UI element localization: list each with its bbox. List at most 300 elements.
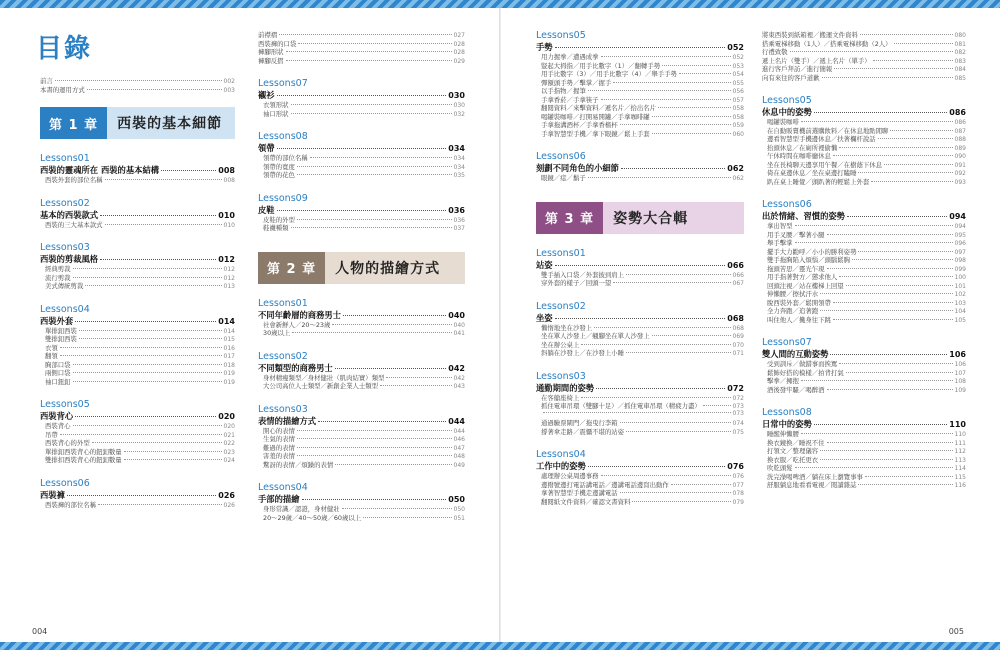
toc-entry[interactable]	[767, 117, 966, 126]
toc-entry[interactable]	[263, 513, 465, 522]
dot-leader	[814, 424, 948, 425]
lesson-label: Lessons02	[536, 300, 586, 312]
entry-title: 處理辦公桌周邊事務	[541, 472, 599, 480]
entry-page: 085	[954, 74, 966, 81]
lesson-heading[interactable]	[258, 493, 465, 504]
toc-entry[interactable]	[541, 427, 744, 436]
toc-entry[interactable]	[40, 85, 235, 94]
entry-page: 103	[954, 299, 966, 306]
lesson-heading[interactable]	[536, 460, 744, 471]
toc-entry[interactable]	[767, 463, 966, 472]
column-4	[762, 30, 966, 489]
entry-title: 脫西裝外套／鬆開領帶	[767, 298, 831, 306]
entry-title: 害羞的表情	[263, 452, 295, 460]
lesson-label: Lessons03	[40, 242, 90, 253]
entry-title: 懶惰地坐在沙發上	[541, 323, 593, 331]
entry-page: 116	[954, 482, 966, 489]
lesson-block	[762, 95, 966, 185]
dot-leader	[865, 476, 953, 477]
toc-entry[interactable]	[541, 497, 744, 506]
toc-entry[interactable]	[767, 446, 966, 455]
toc-entry[interactable]	[45, 421, 235, 430]
dot-leader	[291, 113, 452, 114]
toc-entry[interactable]	[45, 351, 235, 360]
entry-title: 鬆飾好搭的模樣／拍背打氣	[767, 368, 844, 376]
entry-title: 拿著智慧型手機走邊講電話	[541, 489, 618, 497]
toc-entry[interactable]	[263, 153, 465, 162]
lesson-items	[536, 173, 744, 182]
entry-title: 用力握拳／遭遇成拳	[541, 53, 599, 61]
lesson-heading[interactable]	[536, 41, 744, 52]
toc-entry[interactable]	[45, 447, 235, 456]
toc-entry[interactable]	[258, 56, 465, 65]
chapter-2-header[interactable]	[258, 252, 465, 284]
lesson-heading[interactable]	[258, 89, 465, 100]
toc-entry[interactable]	[767, 160, 966, 169]
toc-entry[interactable]	[767, 272, 966, 281]
entry-title: 用手比數字（3）／用手比數字（4）／舉手手勢	[541, 70, 677, 78]
lesson-label: Lessons07	[258, 78, 308, 89]
toc-entry[interactable]	[767, 315, 966, 324]
chapter-number: 第 2 章	[258, 252, 325, 284]
chapter-3-lessons	[536, 248, 744, 506]
dot-leader	[827, 442, 953, 443]
lesson-items	[40, 326, 235, 386]
entry-title: 雙手拖胸陷入煩惱／頭腦鬆胸	[767, 256, 851, 264]
toc-entry[interactable]	[767, 177, 966, 186]
toc-entry[interactable]	[263, 215, 465, 224]
entry-title: 單排釦西裝背心的鈕釦數量	[45, 447, 122, 455]
toc-entry[interactable]	[263, 434, 465, 443]
toc-entry[interactable]	[767, 438, 966, 447]
toc-entry[interactable]	[767, 281, 966, 290]
toc-entry[interactable]	[541, 129, 744, 138]
lesson-heading[interactable]	[536, 259, 744, 270]
toc-entry[interactable]	[767, 359, 966, 368]
entry-page: 084	[954, 66, 966, 73]
lesson-label: Lessons04	[536, 449, 586, 460]
dot-leader	[820, 310, 952, 311]
entry-title: 打領文／整理儀容	[767, 447, 819, 455]
entry-page: 019	[223, 378, 235, 385]
toc-entry[interactable]	[541, 95, 744, 104]
dot-leader	[335, 368, 447, 369]
toc-entry[interactable]	[541, 323, 744, 332]
toc-entry[interactable]	[767, 306, 966, 315]
dot-leader	[297, 430, 452, 431]
dot-leader	[310, 157, 452, 158]
dot-leader	[161, 170, 216, 171]
toc-entry[interactable]	[45, 430, 235, 439]
lesson-heading[interactable]	[40, 315, 235, 326]
toc-entry[interactable]	[45, 281, 235, 290]
lesson-block	[40, 153, 235, 184]
toc-entry[interactable]	[258, 30, 465, 39]
entry-page: 096	[954, 240, 966, 247]
toc-entry[interactable]	[767, 168, 966, 177]
toc-entry[interactable]	[767, 221, 966, 230]
toc-entry[interactable]	[541, 270, 744, 279]
dot-leader	[795, 467, 953, 468]
dot-leader	[894, 43, 953, 44]
toc-entry[interactable]	[541, 410, 744, 419]
toc-entry[interactable]	[541, 103, 744, 112]
lesson-heading[interactable]	[258, 362, 465, 373]
dot-leader	[297, 166, 452, 167]
dot-leader	[286, 51, 452, 52]
lesson-block	[762, 407, 966, 489]
toc-entry[interactable]	[263, 328, 465, 337]
toc-entry[interactable]	[541, 331, 744, 340]
entry-page: 091	[954, 161, 966, 168]
toc-entry[interactable]	[263, 381, 465, 390]
lesson-items	[40, 175, 235, 184]
lesson-heading[interactable]	[536, 312, 744, 323]
toc-entry[interactable]	[263, 373, 465, 382]
entry-page: 016	[223, 344, 235, 351]
toc-entry[interactable]	[767, 238, 966, 247]
top-decorative-stripe	[0, 0, 1000, 8]
dot-leader	[555, 47, 726, 48]
entry-page: 030	[453, 102, 465, 109]
toc-entry[interactable]	[541, 78, 744, 87]
entry-page: 098	[954, 257, 966, 264]
toc-entry[interactable]	[263, 451, 465, 460]
toc-entry[interactable]	[263, 504, 465, 513]
entry-title: 穿外套的樣子／回頭一望	[541, 279, 612, 287]
toc-entry[interactable]	[762, 73, 966, 82]
toc-entry[interactable]	[767, 472, 966, 481]
toc-entry[interactable]	[263, 426, 465, 435]
chapter-number: 第 3 章	[536, 202, 603, 234]
toc-entry[interactable]	[263, 223, 465, 232]
lesson-heading[interactable]	[536, 382, 744, 393]
entry-title: 伸懶腰／擦拭汗水	[767, 290, 819, 298]
dot-leader	[790, 51, 953, 52]
dot-leader	[820, 459, 952, 460]
dot-leader	[73, 364, 222, 365]
entry-title: 雙排扣西裝背心的鈕釦數量	[45, 456, 122, 464]
toc-entry[interactable]	[767, 134, 966, 143]
lesson-block	[40, 478, 235, 509]
lesson-label: Lessons09	[258, 192, 308, 204]
entry-page: 017	[223, 353, 235, 360]
dot-leader	[332, 324, 451, 325]
toc-entry[interactable]	[541, 488, 744, 497]
lesson-heading[interactable]	[40, 164, 235, 175]
entry-page: 088	[954, 136, 966, 143]
lesson-title: 雙人間的互動姿勢	[762, 349, 829, 359]
dot-leader	[55, 80, 222, 81]
toc-entry[interactable]	[258, 39, 465, 48]
entry-title: 手拿拖溝酒杯／手拿香檳杯	[541, 121, 618, 129]
toc-entry[interactable]	[541, 418, 744, 427]
entry-title: 邊撥號邊打電話講電話／邊講電話邊寫出動作	[541, 480, 669, 488]
lesson-items	[40, 264, 235, 290]
entry-page: 083	[954, 57, 966, 64]
toc-entry[interactable]	[541, 112, 744, 121]
entry-page: 086	[954, 119, 966, 126]
entry-page: 060	[732, 130, 744, 137]
entry-page: 111	[954, 439, 966, 446]
toc-entry[interactable]	[541, 69, 744, 78]
lesson-page: 052	[727, 43, 744, 52]
lesson-heading[interactable]	[40, 410, 235, 421]
entry-page: 046	[453, 436, 465, 443]
lesson-page: 068	[727, 313, 744, 323]
entry-page: 108	[954, 378, 966, 385]
entry-title: 衣領	[45, 343, 58, 351]
lesson-heading[interactable]	[40, 209, 235, 220]
toc-entry[interactable]	[541, 480, 744, 489]
toc-entry[interactable]	[767, 151, 966, 160]
toc-entry[interactable]	[541, 340, 744, 349]
dot-leader	[601, 99, 731, 100]
lesson-heading[interactable]	[762, 210, 966, 221]
lesson-title: 手勢	[536, 42, 553, 52]
toc-entry[interactable]	[45, 334, 235, 343]
lesson-heading[interactable]	[258, 204, 465, 215]
toc-entry[interactable]	[767, 255, 966, 264]
lesson-items	[762, 117, 966, 185]
dot-leader	[279, 34, 451, 35]
lesson-title: 西裝背心	[40, 411, 74, 421]
entry-title: 酒後發牢騷／喝醉酒	[767, 385, 825, 393]
entry-page: 101	[954, 282, 966, 289]
chapter-3-lessons-continued	[762, 95, 966, 489]
entry-title: 坐在單人沙發上／翹腳坐在單人沙發上	[541, 332, 650, 340]
entry-page: 095	[954, 231, 966, 238]
lesson-heading[interactable]	[40, 253, 235, 264]
entry-title: 進行客戶拜訪／進行簡報	[762, 65, 833, 73]
dot-leader	[277, 148, 447, 149]
toc-entry[interactable]	[45, 377, 235, 386]
toc-entry[interactable]	[767, 264, 966, 273]
entry-title: 褲腳反摺	[258, 56, 284, 64]
lesson-heading[interactable]	[762, 418, 966, 429]
lesson-page: 026	[218, 490, 235, 500]
toc-entry[interactable]	[263, 460, 465, 469]
dot-leader	[380, 385, 452, 386]
dot-leader	[318, 421, 446, 422]
entry-page: 110	[954, 431, 966, 438]
lesson-block	[536, 301, 744, 357]
toc-entry[interactable]	[767, 455, 966, 464]
dot-leader	[833, 155, 953, 156]
toc-entry[interactable]	[767, 429, 966, 438]
lesson-label: Lessons08	[258, 131, 308, 142]
dot-leader	[847, 216, 947, 217]
dot-leader	[67, 495, 216, 496]
toc-entry[interactable]	[45, 368, 235, 377]
dot-leader	[73, 381, 222, 382]
toc-entry[interactable]	[263, 100, 465, 109]
dot-leader	[852, 259, 952, 260]
entry-title: 向有來往的客戶道歉	[762, 73, 820, 81]
dot-leader	[846, 285, 953, 286]
toc-entry[interactable]	[45, 438, 235, 447]
dot-leader	[814, 112, 948, 113]
dot-leader	[890, 130, 952, 131]
toc-entry[interactable]	[767, 143, 966, 152]
toc-entry[interactable]	[762, 39, 966, 48]
dot-leader	[858, 484, 952, 485]
dot-leader	[298, 43, 451, 44]
toc-entry[interactable]	[45, 175, 235, 184]
toc-entry[interactable]	[45, 500, 235, 509]
entry-page: 034	[453, 155, 465, 162]
lesson-title: 表情的描繪方式	[258, 415, 317, 426]
toc-entry[interactable]	[767, 289, 966, 298]
toc-entry[interactable]	[767, 247, 966, 256]
toc-entry[interactable]	[541, 348, 744, 357]
toc-entry[interactable]	[767, 480, 966, 489]
entry-page: 055	[732, 79, 744, 86]
lesson-block	[536, 151, 744, 182]
toc-entry[interactable]	[762, 56, 966, 65]
chapter-1-lessons	[40, 153, 235, 508]
entry-page: 021	[223, 431, 235, 438]
dot-leader	[671, 484, 731, 485]
entry-title: 皮鞋的外型	[263, 215, 295, 223]
entry-page: 010	[223, 221, 235, 228]
toc-entry[interactable]	[541, 471, 744, 480]
lesson-label: Lessons01	[258, 297, 308, 309]
entry-title: 舉手擊掌	[767, 239, 793, 247]
toc-entry[interactable]	[541, 393, 744, 402]
entry-title: 行禮致敬	[762, 48, 788, 56]
toc-entry[interactable]	[263, 320, 465, 329]
dot-leader	[621, 168, 725, 169]
lesson-heading[interactable]	[40, 489, 235, 500]
entry-page: 019	[223, 370, 235, 377]
dot-leader	[98, 504, 221, 505]
toc-entry[interactable]	[767, 298, 966, 307]
entry-title: 生氣的表情	[263, 435, 295, 443]
toc-entry[interactable]	[541, 278, 744, 287]
entry-page: 057	[732, 96, 744, 103]
lesson-block	[258, 351, 465, 390]
entry-title: 胸部口袋	[45, 360, 71, 368]
lesson-label: Lessons06	[536, 151, 586, 162]
entry-page: 079	[732, 498, 744, 505]
lesson-heading[interactable]	[258, 415, 465, 426]
lesson-label: Lessons05	[762, 95, 812, 106]
toc-entry[interactable]	[767, 376, 966, 385]
toc-entry[interactable]	[258, 47, 465, 56]
entry-title: 豎起大拇指／用手比數字（1）／翻轉手勢	[541, 61, 661, 69]
lesson-heading[interactable]	[258, 309, 465, 320]
lesson-heading[interactable]	[536, 162, 744, 173]
chapter-3-header[interactable]	[536, 202, 744, 234]
dot-leader	[839, 147, 952, 148]
toc-entry[interactable]	[762, 64, 966, 73]
entry-title: 單排釦西裝	[45, 326, 77, 334]
entry-title: 換衣鏡換／睡祝不住	[767, 438, 825, 446]
toc-entry[interactable]	[45, 220, 235, 229]
dot-leader	[555, 318, 726, 319]
lesson-page: 076	[727, 462, 744, 471]
dot-leader	[833, 302, 953, 303]
toc-entry[interactable]	[541, 401, 744, 410]
dot-leader	[555, 265, 726, 266]
dot-leader	[839, 276, 952, 277]
toc-entry[interactable]	[45, 343, 235, 352]
toc-entry[interactable]	[40, 76, 235, 85]
toc-entry[interactable]	[45, 360, 235, 369]
dot-leader	[820, 450, 952, 451]
entry-title: 撐著傘走路／震懾不堪的站姿	[541, 427, 625, 435]
lesson-heading[interactable]	[258, 142, 465, 153]
toc-entry[interactable]	[767, 230, 966, 239]
lesson-block	[258, 193, 465, 232]
toc-entry[interactable]	[45, 326, 235, 335]
dot-leader	[124, 451, 222, 452]
entry-page: 020	[223, 423, 235, 430]
entry-page: 073	[732, 403, 744, 410]
lesson-title: 皮鞋	[258, 204, 275, 215]
dot-leader	[73, 268, 222, 269]
entry-title: 翻閱紙文件資料／確認文書資料	[541, 497, 631, 505]
lesson-heading[interactable]	[762, 348, 966, 359]
dot-leader	[658, 107, 731, 108]
toc-entry[interactable]	[541, 52, 744, 61]
entry-page: 113	[954, 456, 966, 463]
dot-leader	[620, 124, 731, 125]
lesson-items	[40, 500, 235, 509]
lesson-page: 040	[448, 310, 465, 320]
toc-entry[interactable]	[541, 61, 744, 70]
entry-title: 將東西裝到紙箱裡／搬運文件資料	[762, 31, 858, 39]
dot-leader	[588, 466, 726, 467]
chapter-name: 人物的描繪方式	[325, 252, 465, 284]
entry-title: 翻閱資料／來擊資料／遞名片／拾出名片	[541, 104, 657, 112]
entry-page: 058	[732, 113, 744, 120]
toc-entry[interactable]	[263, 162, 465, 171]
toc-entry[interactable]	[45, 264, 235, 273]
column-1	[40, 30, 235, 508]
toc-entry[interactable]	[263, 443, 465, 452]
dot-leader	[858, 172, 952, 173]
toc-entry[interactable]	[45, 455, 235, 464]
entry-page: 054	[732, 71, 744, 78]
toc-entry[interactable]	[762, 30, 966, 39]
toc-entry[interactable]	[263, 170, 465, 179]
chapter-2-lessons-continued	[536, 30, 744, 182]
toc-entry[interactable]	[767, 385, 966, 394]
lesson-title: 西裝的靈魂所在 西裝的基本結構	[40, 165, 160, 175]
lesson-block	[258, 131, 465, 179]
lesson-title: 休息中的姿勢	[762, 107, 812, 117]
dot-leader	[834, 68, 952, 69]
toc-entry[interactable]	[767, 126, 966, 135]
toc-entry[interactable]	[767, 368, 966, 377]
lesson-title: 通勤期間的姿勢	[536, 382, 595, 393]
toc-entry[interactable]	[762, 47, 966, 56]
toc-entry[interactable]	[541, 86, 744, 95]
lesson-label: Lessons03	[258, 403, 308, 415]
dot-leader	[613, 282, 730, 283]
dot-leader	[105, 224, 222, 225]
toc-entry[interactable]	[541, 120, 744, 129]
chapter-1-header[interactable]	[40, 107, 235, 139]
toc-entry[interactable]	[45, 273, 235, 282]
entry-page: 115	[954, 473, 966, 480]
dot-leader	[858, 251, 952, 252]
toc-entry[interactable]	[541, 173, 744, 182]
lesson-heading[interactable]	[762, 106, 966, 117]
toc-entry[interactable]	[263, 109, 465, 118]
